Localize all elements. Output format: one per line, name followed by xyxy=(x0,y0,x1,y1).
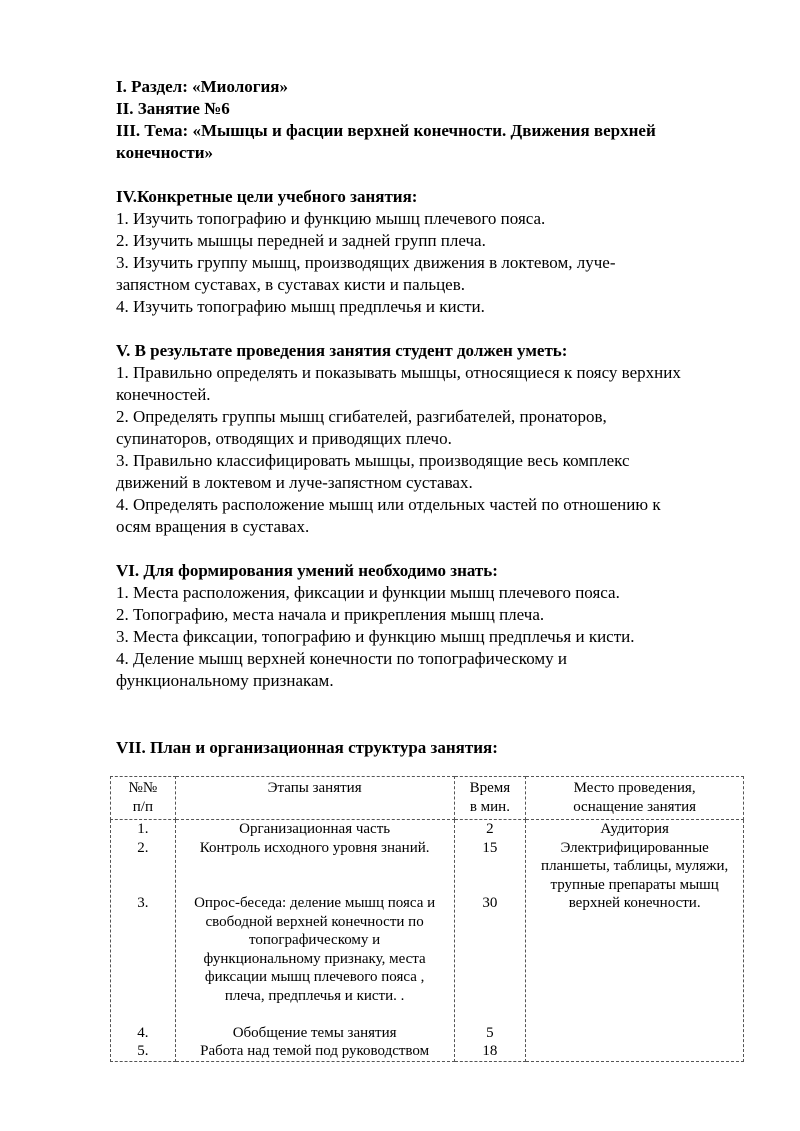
row-time: 2 xyxy=(486,821,494,837)
goals-title: IV.Конкретные цели учебного занятия: xyxy=(116,187,418,206)
row-time: 30 xyxy=(482,895,498,911)
header-num: №№ п/п xyxy=(111,777,176,820)
goals-line: 3. Изучить группу мышц, производящих движения в локтевом, луче- xyxy=(116,253,616,272)
row-stage: Работа над темой под руководством xyxy=(200,1043,430,1059)
skills-line: 3. Правильно классифицировать мышцы, производящие весь комплекс xyxy=(116,451,630,470)
row-time: 15 xyxy=(482,839,498,856)
row-num: 4. xyxy=(137,1024,149,1041)
place-column xyxy=(526,820,744,1062)
stage-column xyxy=(175,820,454,1062)
row-stage: плеча, предплечья и кисти. . xyxy=(224,987,405,1004)
knowledge-line: 4. Деление мышц верхней конечности по топографическому и xyxy=(116,649,567,668)
place-line: Аудитория xyxy=(600,821,669,837)
time-column xyxy=(454,820,526,1062)
skills-line: осям вращения в суставах. xyxy=(116,517,310,536)
knowledge-line: 1. Места расположения, фиксации и функции мышц плечевого пояса. xyxy=(116,583,620,602)
skills-line: 4. Определять расположение мышц или отдельных частей по отношению к xyxy=(116,495,661,514)
header-place: Место проведения, оснащение занятия xyxy=(526,777,744,820)
goals-line: 1. Изучить топографию и функцию мышц плечевого пояса. xyxy=(116,209,546,228)
row-stage: Контроль исходного уровня знаний. xyxy=(199,839,430,856)
row-num: 1. xyxy=(137,821,149,837)
knowledge-line: функциональному признакам. xyxy=(116,671,334,690)
topic-heading-line1: III. Тема: «Мышцы и фасции верхней конечности. Движения верхней xyxy=(116,121,656,140)
place-line: верхней конечности. xyxy=(568,895,701,911)
header-stage: Этапы занятия xyxy=(175,777,454,820)
lesson-heading: II. Занятие №6 xyxy=(116,99,230,118)
row-stage: свободной верхней конечности по xyxy=(205,913,424,930)
row-stage: фиксации мышц плечевого пояса , xyxy=(204,969,425,985)
skills-line: 2. Определять группы мышц сгибателей, разгибателей, пронаторов, xyxy=(116,407,607,426)
goals-line: запястном суставах, в суставах кисти и пальцев. xyxy=(116,275,466,294)
skills-line: 1. Правильно определять и показывать мышцы, относящиеся к поясу верхних xyxy=(116,363,681,382)
row-num: 2. xyxy=(137,839,149,856)
skills-title: V. В результате проведения занятия студент должен уметь: xyxy=(116,341,568,360)
num-column xyxy=(111,820,176,1062)
knowledge-section xyxy=(116,560,756,692)
row-num: 5. xyxy=(137,1043,149,1059)
plan-table-header-row xyxy=(111,777,744,820)
section-heading: I. Раздел: «Миология» xyxy=(116,77,288,96)
knowledge-title: VI. Для формирования умений необходимо знать: xyxy=(116,561,498,580)
table-row xyxy=(111,820,744,1062)
row-time: 18 xyxy=(482,1043,498,1059)
place-line: трупные препараты мышц xyxy=(550,876,719,893)
row-stage: функциональному признаку, места xyxy=(203,950,426,967)
row-stage: Организационная часть xyxy=(239,821,391,837)
row-num: 3. xyxy=(137,895,149,911)
skills-line: конечностей. xyxy=(116,385,211,404)
goals-line: 4. Изучить топографию мышц предплечья и кисти. xyxy=(116,297,485,316)
plan-title: VII. План и организационная структура занятия: xyxy=(116,738,498,757)
skills-line: движений в локтевом и луче-запястном суставах. xyxy=(116,473,473,492)
goals-line: 2. Изучить мышцы передней и задней групп плеча. xyxy=(116,231,486,250)
row-stage: Опрос-беседа: деление мышц пояса и xyxy=(194,895,436,911)
skills-line: супинаторов, отводящих и приводящих плечо. xyxy=(116,429,452,448)
row-stage: Обобщение темы занятия xyxy=(232,1024,397,1041)
knowledge-line: 2. Топографию, места начала и прикрепления мышц плеча. xyxy=(116,605,545,624)
topic-heading-line2: конечности» xyxy=(116,143,214,162)
document-page xyxy=(116,76,756,1062)
place-line: планшеты, таблицы, муляжи, xyxy=(541,858,729,874)
plan-table xyxy=(110,776,744,1062)
knowledge-line: 3. Места фиксации, топографию и функцию мышц предплечья и кисти. xyxy=(116,627,635,646)
place-line: Электрифицированные xyxy=(560,839,709,856)
goals-section xyxy=(116,186,756,318)
row-time: 5 xyxy=(486,1024,494,1041)
skills-section xyxy=(116,340,756,538)
header-time: Время в мин. xyxy=(454,777,526,820)
row-stage: топографическому и xyxy=(249,932,381,948)
